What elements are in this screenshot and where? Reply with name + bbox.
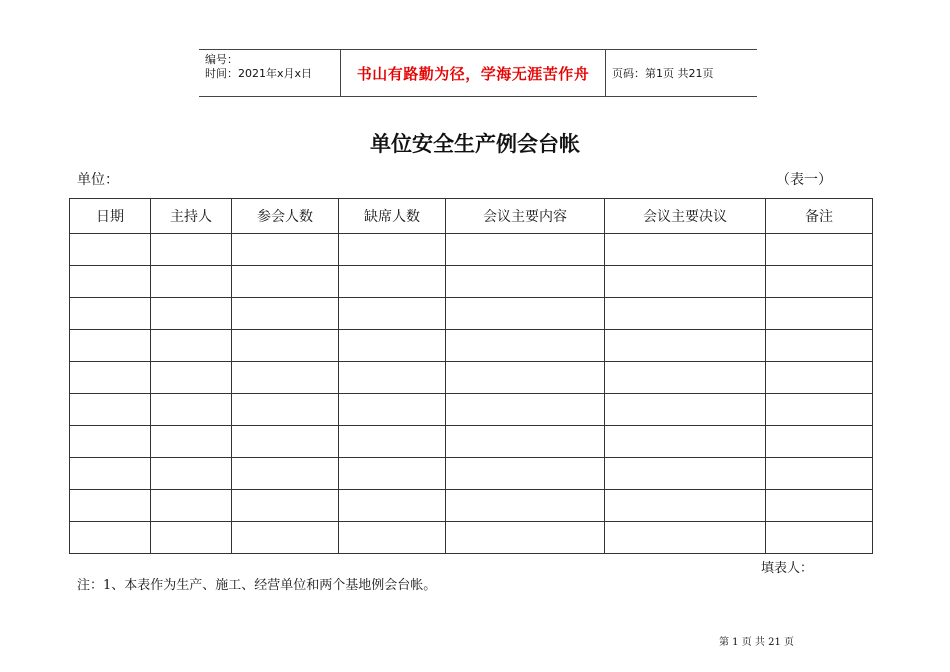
- table-cell[interactable]: [70, 490, 151, 522]
- meeting-ledger-table: [69, 198, 873, 554]
- table-cell[interactable]: [446, 394, 605, 426]
- table-row: [70, 522, 873, 554]
- table-cell[interactable]: [605, 490, 766, 522]
- table-cell[interactable]: [232, 458, 339, 490]
- table-cell[interactable]: [446, 330, 605, 362]
- table-cell[interactable]: [446, 362, 605, 394]
- table-row: [70, 426, 873, 458]
- table-cell[interactable]: [446, 458, 605, 490]
- table-cell[interactable]: [446, 298, 605, 330]
- table-cell[interactable]: [605, 394, 766, 426]
- table-cell[interactable]: [151, 458, 232, 490]
- table-cell[interactable]: [339, 330, 446, 362]
- table-cell[interactable]: [232, 362, 339, 394]
- table-cell[interactable]: [151, 362, 232, 394]
- form-number: （表一）: [776, 172, 832, 188]
- table-row: [70, 330, 873, 362]
- table-cell[interactable]: [70, 298, 151, 330]
- table-cell[interactable]: [446, 234, 605, 266]
- table-cell[interactable]: [339, 362, 446, 394]
- table-cell[interactable]: [605, 458, 766, 490]
- table-cell[interactable]: [605, 426, 766, 458]
- table-cell[interactable]: [446, 266, 605, 298]
- table-cell[interactable]: [766, 522, 873, 554]
- table-cell[interactable]: [766, 298, 873, 330]
- table-cell[interactable]: [766, 266, 873, 298]
- table-note: 注：1、本表作为生产、施工、经营单位和两个基地例会台帐。: [77, 578, 437, 593]
- document-title: 单位安全生产例会台帐: [370, 132, 580, 156]
- table-cell[interactable]: [605, 330, 766, 362]
- table-cell[interactable]: [70, 234, 151, 266]
- table-cell[interactable]: [605, 234, 766, 266]
- table-cell[interactable]: [339, 266, 446, 298]
- table-cell[interactable]: [151, 522, 232, 554]
- table-cell[interactable]: [339, 234, 446, 266]
- table-cell[interactable]: [605, 362, 766, 394]
- table-cell[interactable]: [70, 522, 151, 554]
- header-page-info: 页码：第1页 共21页: [612, 67, 714, 80]
- table-cell[interactable]: [232, 234, 339, 266]
- table-cell[interactable]: [232, 266, 339, 298]
- table-row: [70, 234, 873, 266]
- table-cell[interactable]: [766, 458, 873, 490]
- table-cell[interactable]: [232, 298, 339, 330]
- table-cell[interactable]: [605, 266, 766, 298]
- table-cell[interactable]: [605, 522, 766, 554]
- table-cell[interactable]: [70, 362, 151, 394]
- table-cell[interactable]: [339, 426, 446, 458]
- header-meta: [199, 50, 341, 96]
- table-cell[interactable]: [70, 458, 151, 490]
- table-cell[interactable]: [766, 426, 873, 458]
- table-cell[interactable]: [151, 266, 232, 298]
- table-row: [70, 362, 873, 394]
- table-cell[interactable]: [151, 426, 232, 458]
- table-cell[interactable]: [446, 522, 605, 554]
- header-motto: 书山有路勤为径，学海无涯苦作舟: [341, 50, 606, 96]
- table-cell[interactable]: [232, 330, 339, 362]
- column-header-attendees: 参会人数: [232, 199, 339, 234]
- table-cell[interactable]: [605, 298, 766, 330]
- table-cell[interactable]: [70, 330, 151, 362]
- column-header-remarks: 备注: [766, 199, 873, 234]
- column-header-absentees: 缺席人数: [339, 199, 446, 234]
- table-header-row: [70, 199, 873, 234]
- table-cell[interactable]: [151, 394, 232, 426]
- table-cell[interactable]: [766, 490, 873, 522]
- table-cell[interactable]: [70, 426, 151, 458]
- column-header-date: 日期: [70, 199, 151, 234]
- document-header: [199, 49, 757, 97]
- table-cell[interactable]: [232, 394, 339, 426]
- table-cell[interactable]: [766, 362, 873, 394]
- table-row: [70, 266, 873, 298]
- filler-label: 填表人：: [761, 561, 814, 576]
- table-cell[interactable]: [70, 394, 151, 426]
- table-cell[interactable]: [766, 330, 873, 362]
- table-cell[interactable]: [232, 426, 339, 458]
- table-cell[interactable]: [339, 394, 446, 426]
- table-cell[interactable]: [339, 298, 446, 330]
- table-row: [70, 298, 873, 330]
- table-row: [70, 490, 873, 522]
- column-header-resolution: 会议主要决议: [605, 199, 766, 234]
- table-cell[interactable]: [446, 490, 605, 522]
- table-cell[interactable]: [151, 234, 232, 266]
- table-cell[interactable]: [151, 330, 232, 362]
- table-cell[interactable]: [151, 490, 232, 522]
- table-row: [70, 394, 873, 426]
- table-cell[interactable]: [339, 522, 446, 554]
- column-header-content: 会议主要内容: [446, 199, 605, 234]
- table-cell[interactable]: [339, 458, 446, 490]
- table-cell[interactable]: [70, 266, 151, 298]
- column-header-host: 主持人: [151, 199, 232, 234]
- table-cell[interactable]: [766, 394, 873, 426]
- table-cell[interactable]: [232, 490, 339, 522]
- table-cell[interactable]: [151, 298, 232, 330]
- table-cell[interactable]: [232, 522, 339, 554]
- table-cell[interactable]: [446, 426, 605, 458]
- footer-page-number: 第 1 页 共 21 页: [719, 637, 794, 648]
- unit-label: 单位：: [77, 172, 119, 188]
- table-row: [70, 458, 873, 490]
- table-cell[interactable]: [339, 490, 446, 522]
- time-label: 时间：2021年x月x日: [205, 67, 313, 80]
- number-label: 编号：: [205, 53, 238, 66]
- table-cell[interactable]: [766, 234, 873, 266]
